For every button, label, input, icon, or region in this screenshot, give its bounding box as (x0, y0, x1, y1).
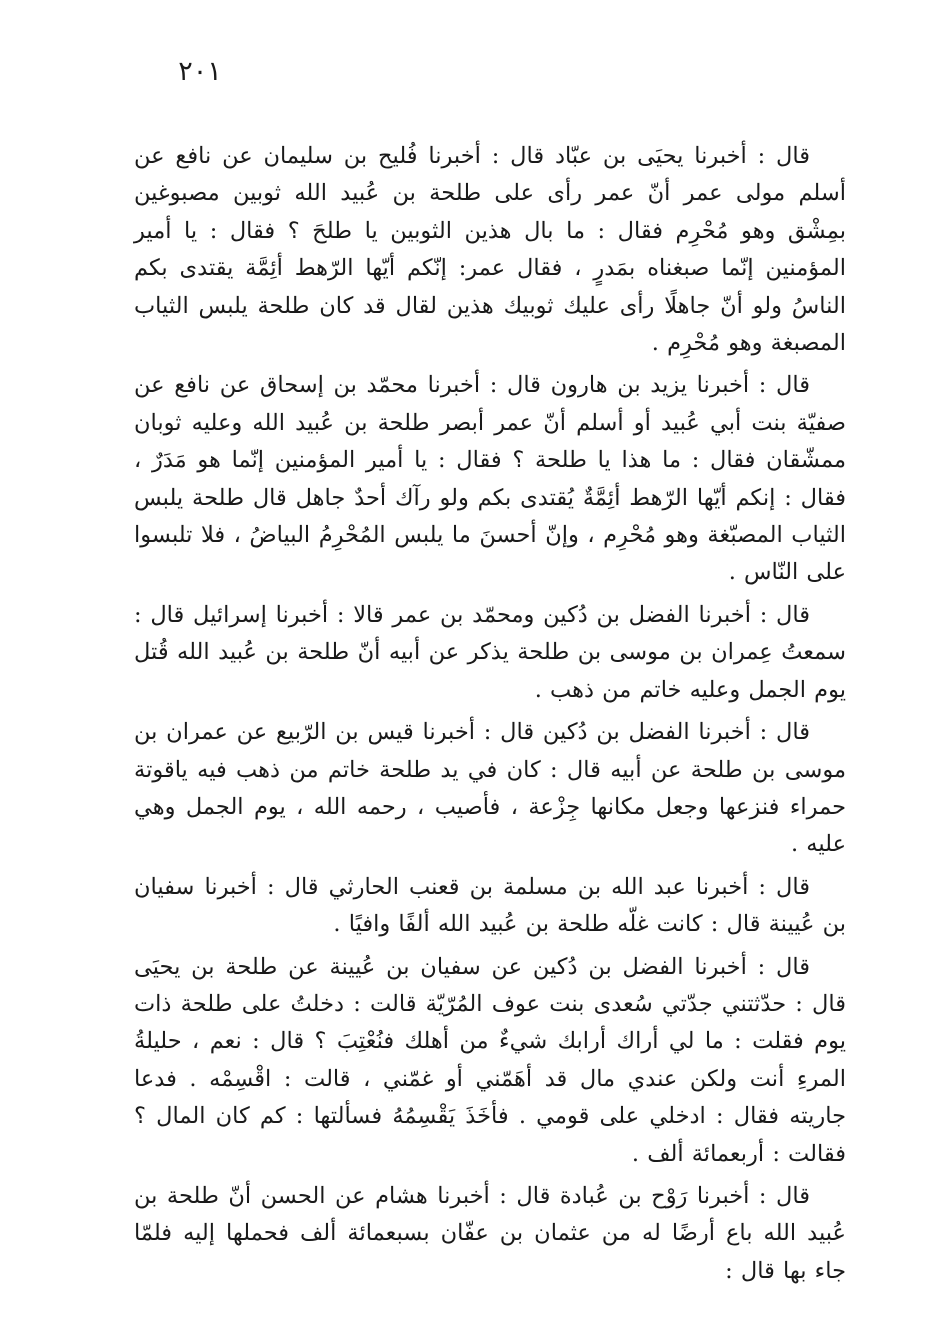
paragraph-2: قال : أخبرنا يزيد بن هارون قال : أخبرنا محمّد بن إسحاق عن نافع عن صفيّة بنت أبي عُبيد أو أسلم أنّ عمر أبصر طلحة بن عُبيد الله وعليه ثوبان ممشّقان فقال : ما هذا يا طلحة ؟ فقال : يا أمير المؤمنين إنّما هو مَدَرٌ ، فقال : إنكم أيّها الرّهط أئِمَّةٌ يُقتدى بكم ولو رآك أحدٌ جاهل قال طلحة يلبس الثياب المصبّغة وهو مُحْرِم ، وإنّ أحسنَ ما يلبس المُحْرِمُ البياضُ ، فلا تلبسوا على النّاس . (134, 372, 846, 586)
paragraph-6: قال : أخبرنا الفضل بن دُكين عن سفيان بن عُيينة عن طلحة بن يحيَى قال : حدّثتني جدّتي سُعدى بنت عوف المُرّيّة قالت : دخلتُ على طلحة ذات يوم فقلت : ما لي أراك أرابك شيءٌ من أهلك فنُعْتِبَ ؟ قال : نعم ، حليلةُ المرءِ أنت ولكن عندي مال قد أهَمّني أو غمّني ، قالت : اقْسِمْه . فدعا جاريته فقال : ادخلي على قومي . فأخَذَ يَقْسِمُهُ فسألتها : كم كان المال ؟ فقالت : أربعمائة ألف . (134, 953, 846, 1167)
paragraph-5: قال : أخبرنا عبد الله بن مسلمة بن قعنب الحارثي قال : أخبرنا سفيان بن عُيينة قال : كانت غلّه طلحة بن عُبيد الله ألفًا وافيًا . (134, 873, 846, 938)
paragraph-3: قال : أخبرنا الفضل بن دُكين ومحمّد بن عمر قالا : أخبرنا إسرائيل قال : سمعتُ عِمران بن موسى بن طلحة يذكر عن أبيه أنّ طلحة بن عُبيد الله قُتل يوم الجمل وعليه خاتم من ذهب . (134, 601, 846, 703)
text-body (134, 138, 846, 1295)
paragraph-7: قال : أخبرنا رَوْح بن عُبادة قال : أخبرنا هشام عن الحسن أنّ طلحة بن عُبيد الله باع أرضًا له من عثمان بن عفّان بسبعمائة ألف فحملها إليه فلمّا جاء بها قال : (134, 1182, 846, 1284)
paragraph-1: قال : أخبرنا يحيَى بن عبّاد قال : أخبرنا فُليح بن سليمان عن نافع عن أسلم مولى عمر أنّ عمر رأى على طلحة بن عُبيد الله ثوبين مصبوغين بمِشْق وهو مُحْرِم فقال : ما بال هذين الثوبين يا طلحَ ؟ فقال : يا أمير المؤمنين إنّما صبغناه بمَدرٍ ، فقال عمر: إنّكم أيّها الرّهط أئِمَّة يقتدى بكم الناسُ ولو أنّ جاهلًا رأى عليك ثوبيك هذين لقال قد كان طلحة يلبس الثياب المصبغة وهو مُحْرِم . (134, 143, 846, 357)
page-number: ٢٠١ (178, 56, 222, 87)
paragraph-4: قال : أخبرنا الفضل بن دُكين قال : أخبرنا قيس بن الرّبيع عن عمران بن موسى بن طلحة عن أبيه قال : كان في يد طلحة خاتم من ذهب فيه ياقوتة حمراء فنزعها وجعل مكانها جِزْعة ، فأصيب ، رحمه الله ، يوم الجمل وهي عليه . (134, 719, 846, 858)
